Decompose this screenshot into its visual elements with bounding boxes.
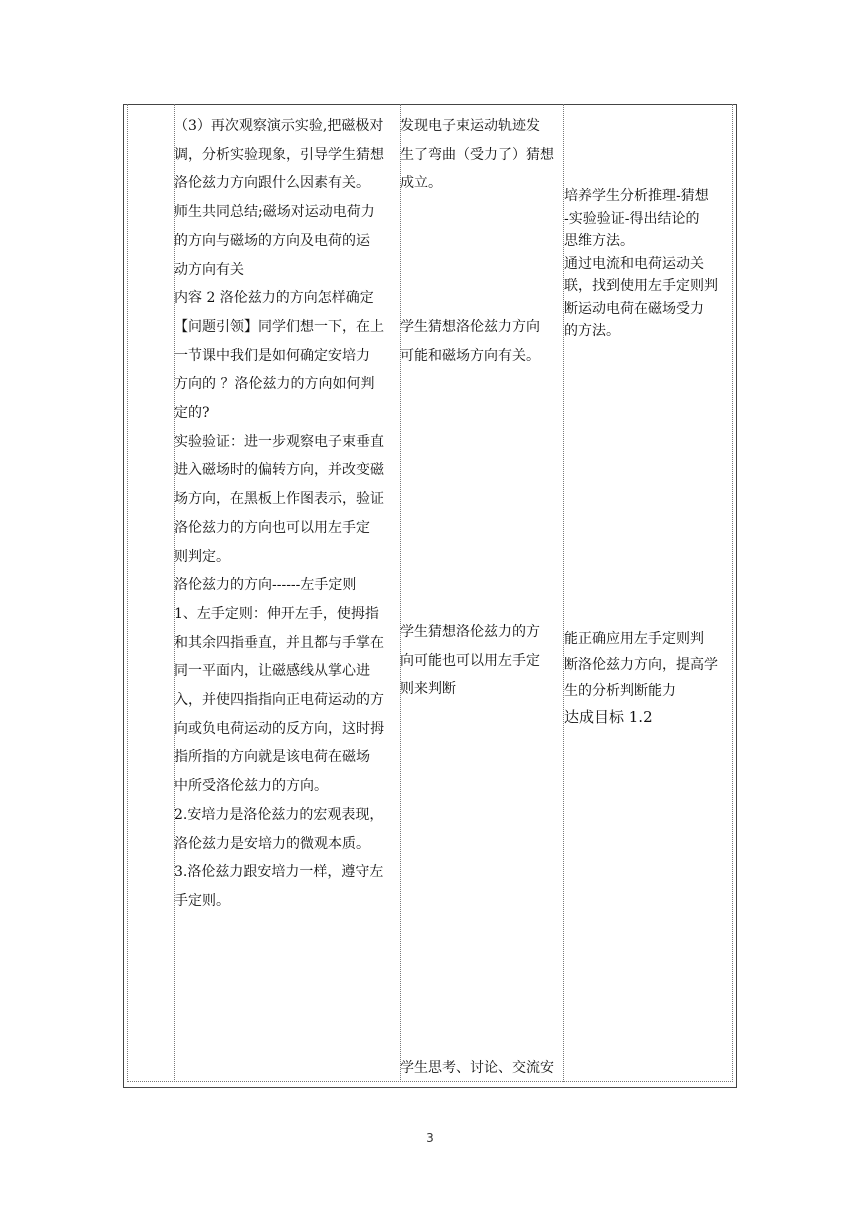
text-line: 一节课中我们是如何确定安培力 [174,347,370,364]
teaching-content-column [174,112,400,916]
text-line: 内容 2 洛伦兹力的方向怎样确定 [174,290,374,307]
column-divider [400,104,401,1082]
text-line: -实验验证-得出结论的 [564,210,700,227]
text-line: 动方向有关 [174,261,244,278]
text-line: 培养学生分析推理-猜想 [564,188,709,204]
text-line: 发现电子束运动轨迹发 [400,118,540,134]
text-line: 调，分析实验现象，引导学生猜想 [174,146,384,163]
text-line: 成立。 [400,175,442,192]
text-line: 学生猜想洛伦兹力的方 [400,624,540,640]
text-line: 达成目标 1.2 [564,708,653,726]
text-line: 断运动电荷在磁场受力 [564,300,704,317]
student-activity-block [400,618,563,704]
text-line: 的方向与磁场的方向及电荷的运 [174,232,370,249]
design-intent-block [564,185,730,343]
text-line: 洛伦兹力方向跟什么因素有关。 [174,175,370,192]
text-line: 手定则。 [174,892,230,909]
text-line: 则判定。 [174,548,230,565]
text-line: 思维方法。 [564,233,634,249]
text-line: 师生共同总结;磁场对运动电荷力 [174,204,375,221]
text-line: 定的? [174,405,210,422]
text-line: 洛伦兹力的方向------左手定则 [174,577,357,594]
text-line: 则来判断 [400,681,456,698]
text-line: 能正确应用左手定则判 [564,631,704,647]
text-line: 【问题引领】同学们想一下，在上 [174,318,384,335]
page-number: 3 [426,1131,434,1145]
text-line: 生了弯曲（受力了）猜想 [400,146,554,163]
text-line: 中所受洛伦兹力的方向。 [174,778,328,795]
text-line: 可能和磁场方向有关。 [400,347,540,364]
text-line: 学生思考、讨论、交流安 [400,1060,554,1076]
text-line: （3）再次观察演示实验,把磁极对 [174,118,384,134]
text-line: 联，找到使用左手定则判 [564,278,718,294]
text-line: 1、左手定则：伸开左手，使拇指 [174,605,379,622]
text-line: 入，并使四指指向正电荷运动的方 [174,692,384,709]
objective-label [564,704,730,730]
text-line: 2.安培力是洛伦兹力的宏观表现， [174,806,384,823]
design-intent-block [564,626,730,704]
student-activity-block [400,112,563,198]
text-line: 指所指的方向就是该电荷在磁场 [174,749,370,766]
text-line: 洛伦兹力的方向也可以用左手定 [174,519,370,536]
text-line: 向或负电荷运动的反方向，这时拇 [174,720,384,737]
text-line: 通过电流和电荷运动关 [564,255,704,272]
student-activity-block [400,313,563,370]
text-line: 向可能也可以用左手定 [400,652,540,669]
text-line: 场方向，在黑板上作图表示，验证 [174,491,384,508]
text-line: 进入磁场时的偏转方向，并改变磁 [174,462,384,479]
text-line: 3.洛伦兹力跟安培力一样，遵守左 [174,864,384,881]
text-line: 的方法。 [564,323,620,339]
text-line: 同一平面内，让磁感线从掌心进 [174,663,370,680]
student-activity-block [400,1054,563,1083]
text-line: 实验验证：进一步观察电子束垂直 [174,433,384,450]
text-line: 生的分析判断能力 [564,683,676,699]
text-line: 和其余四指垂直，并且都与手掌在 [174,634,384,651]
text-line: 方向的 ？洛伦兹力的方向如何判 [174,376,375,393]
text-line: 学生猜想洛伦兹力方向 [400,319,540,335]
text-line: 断洛伦兹力方向，提高学 [564,657,718,673]
text-line: 洛伦兹力是安培力的微观本质。 [174,835,370,852]
